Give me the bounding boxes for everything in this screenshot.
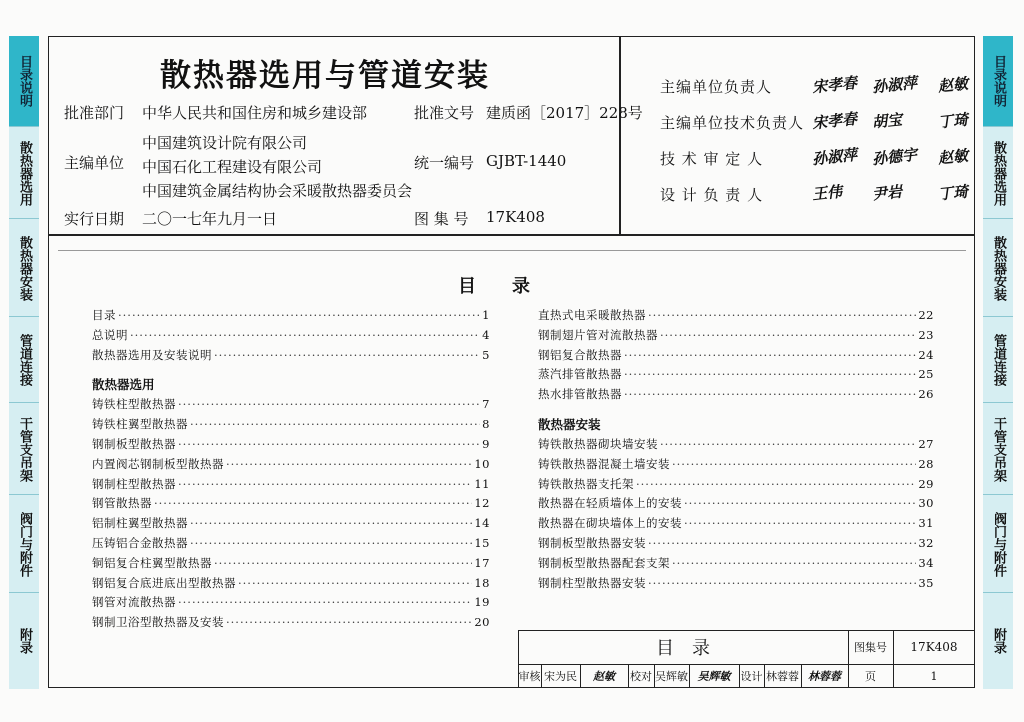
toc-leader-dots bbox=[154, 496, 472, 510]
toc-item-page: 34 bbox=[918, 555, 934, 570]
toc-item-name: 散热器在轻质墙体上的安装 bbox=[538, 496, 682, 511]
review-signature: 赵敏 bbox=[593, 670, 615, 683]
right-tab-6[interactable]: 附录 bbox=[983, 592, 1013, 689]
toc-heading-right-5: 散热器安装 bbox=[538, 417, 601, 432]
toc-item-name: 钢制卫浴型散热器及安装 bbox=[92, 615, 224, 630]
toc-leader-dots bbox=[648, 308, 916, 322]
toc-item[interactable] bbox=[538, 475, 934, 493]
designer: 林蓉蓉 bbox=[766, 670, 799, 683]
toc-item-name: 铸铁散热器混凝土墙安装 bbox=[538, 456, 670, 471]
toc-item-name: 散热器选用及安装说明 bbox=[92, 347, 212, 362]
toc-leader-dots bbox=[226, 615, 472, 629]
toc-item-name: 蒸汽排管散热器 bbox=[538, 367, 622, 382]
toc-item-name: 散热器在砌块墙体上的安装 bbox=[538, 516, 682, 531]
toc-leader-dots bbox=[660, 437, 916, 451]
toc-item-name: 铸铁柱翼型散热器 bbox=[92, 417, 188, 432]
toc-item-page: 5 bbox=[482, 347, 490, 362]
toc-item-page: 29 bbox=[918, 476, 934, 491]
toc-item-page: 26 bbox=[918, 387, 934, 402]
toc-leader-dots bbox=[672, 556, 916, 570]
signature-3-1: 尹岩 bbox=[871, 182, 903, 204]
left-tab-3[interactable]: 管道连接 bbox=[9, 316, 39, 403]
left-tab-0[interactable]: 目录说明 bbox=[9, 36, 39, 126]
toc-item-page: 4 bbox=[482, 327, 490, 342]
toc-item-page: 8 bbox=[482, 417, 490, 432]
responsibility-label-3: 设 计 负 责 人 bbox=[660, 186, 764, 204]
toc-item-name: 铜铝复合柱翼型散热器 bbox=[92, 555, 212, 570]
toc-item-page: 15 bbox=[474, 536, 490, 550]
atlas-no-label: 图 集 号 bbox=[414, 210, 469, 228]
toc-item[interactable] bbox=[92, 455, 490, 473]
unified-no-label: 统一编号 bbox=[414, 154, 475, 172]
toc-item-name: 钢铝复合底进底出型散热器 bbox=[92, 575, 236, 590]
left-tab-1[interactable]: 散热器选用 bbox=[9, 126, 39, 219]
signature-2-1: 孙德宇 bbox=[871, 145, 918, 169]
signature-3-0: 王伟 bbox=[811, 182, 843, 204]
toc-item-name: 钢制板型散热器 bbox=[92, 437, 176, 451]
toc-item[interactable] bbox=[92, 554, 490, 572]
toc-item[interactable] bbox=[92, 326, 490, 344]
editor-2: 中国石化工程建设有限公司 bbox=[142, 158, 323, 176]
toc-item-page: 20 bbox=[474, 615, 490, 630]
toc-item[interactable] bbox=[92, 306, 490, 324]
toc-item[interactable] bbox=[538, 574, 934, 592]
approve-doc: 建质函［2017］228号 bbox=[486, 104, 643, 122]
editor-3: 中国建筑金属结构协会采暖散热器委员会 bbox=[142, 182, 413, 200]
toc-leader-dots bbox=[672, 457, 916, 471]
toc-item[interactable] bbox=[538, 534, 934, 552]
toc-item-page: 12 bbox=[474, 496, 490, 511]
toc-leader-dots bbox=[238, 576, 472, 590]
title-block-name: 目 录 bbox=[656, 638, 710, 659]
header-divider bbox=[48, 234, 975, 236]
toc-item[interactable] bbox=[92, 593, 490, 611]
toc-item[interactable] bbox=[92, 415, 490, 433]
toc-item-name: 总说明 bbox=[92, 327, 128, 342]
toc-item[interactable] bbox=[538, 346, 934, 364]
editor-label: 主编单位 bbox=[64, 154, 125, 172]
title-block-atlas-no: 17K408 bbox=[910, 640, 958, 654]
signature-0-1: 孙淑萍 bbox=[871, 73, 918, 97]
toc-item[interactable] bbox=[538, 435, 934, 453]
review-label: 审核 bbox=[518, 670, 541, 683]
toc-item-page: 22 bbox=[918, 308, 934, 322]
check-label: 校对 bbox=[630, 670, 652, 683]
toc-item[interactable] bbox=[92, 574, 490, 592]
right-tab-3[interactable]: 管道连接 bbox=[983, 316, 1013, 403]
check-signature: 吴辉敏 bbox=[697, 670, 731, 683]
toc-leader-dots bbox=[190, 417, 480, 431]
title-block-page: 1 bbox=[930, 669, 938, 683]
toc-leader-dots bbox=[118, 308, 480, 322]
toc-item[interactable] bbox=[92, 395, 490, 413]
toc-item-page: 31 bbox=[918, 516, 934, 531]
toc-item[interactable] bbox=[92, 613, 490, 631]
toc-item[interactable] bbox=[538, 365, 934, 383]
signature-0-2: 赵敏 bbox=[937, 74, 969, 96]
toc-leader-dots bbox=[130, 328, 480, 342]
toc-item-page: 11 bbox=[474, 476, 490, 491]
signature-1-0: 宋孝春 bbox=[811, 109, 858, 133]
toc-item-page: 10 bbox=[474, 456, 490, 471]
toc-item-page: 32 bbox=[918, 536, 934, 550]
right-tab-4[interactable]: 干管支吊架 bbox=[983, 402, 1013, 495]
right-tab-2[interactable]: 散热器安装 bbox=[983, 218, 1013, 317]
toc-item-page: 25 bbox=[918, 367, 934, 382]
toc-item[interactable] bbox=[92, 346, 490, 364]
toc-item-name: 直热式电采暖散热器 bbox=[538, 308, 646, 322]
toc-item[interactable] bbox=[538, 326, 934, 344]
toc-leader-dots bbox=[624, 348, 916, 362]
toc-leader-dots bbox=[190, 536, 472, 550]
editor-1: 中国建筑设计院有限公司 bbox=[142, 134, 308, 152]
responsibility-label-2: 技 术 审 定 人 bbox=[660, 150, 764, 168]
toc-item[interactable] bbox=[92, 534, 490, 552]
signature-2-2: 赵敏 bbox=[937, 146, 969, 168]
toc-item-name: 铸铁柱型散热器 bbox=[92, 397, 176, 412]
toc-item[interactable] bbox=[92, 435, 490, 453]
toc-item-name: 钢制板型散热器配套支架 bbox=[538, 555, 670, 570]
toc-item-page: 35 bbox=[918, 575, 934, 590]
toc-leader-dots bbox=[636, 477, 916, 491]
toc-item-name: 热水排管散热器 bbox=[538, 387, 622, 402]
toc-title: 目 录 bbox=[458, 276, 530, 297]
toc-item-page: 14 bbox=[474, 516, 490, 531]
toc-leader-dots bbox=[214, 556, 472, 570]
approve-doc-label: 批准文号 bbox=[414, 104, 475, 122]
toc-item-page: 19 bbox=[474, 595, 490, 610]
toc-item-page: 9 bbox=[482, 437, 490, 451]
toc-item[interactable] bbox=[538, 514, 934, 532]
toc-item[interactable] bbox=[92, 475, 490, 493]
toc-item-name: 内置阀芯钢制板型散热器 bbox=[92, 456, 224, 471]
atlas-no: 17K408 bbox=[486, 208, 545, 226]
signature-0-0: 宋孝春 bbox=[811, 73, 858, 97]
right-tab-5[interactable]: 阀门与附件 bbox=[983, 494, 1013, 593]
header-vertical-divider bbox=[619, 36, 621, 234]
toc-item[interactable] bbox=[538, 554, 934, 572]
responsibility-label-1: 主编单位技术负责人 bbox=[660, 114, 805, 132]
toc-leader-dots bbox=[660, 328, 916, 342]
toc-item-page: 23 bbox=[918, 327, 934, 342]
toc-item-name: 钢制柱型散热器 bbox=[92, 476, 176, 491]
right-tab-1[interactable]: 散热器选用 bbox=[983, 126, 1013, 219]
toc-heading-left-3: 散热器选用 bbox=[92, 377, 155, 393]
toc-top-rule bbox=[58, 250, 966, 251]
toc-leader-dots bbox=[624, 367, 916, 381]
toc-item-page: 7 bbox=[482, 397, 490, 412]
approve-dept-label: 批准部门 bbox=[64, 104, 125, 122]
left-tab-2[interactable]: 散热器安装 bbox=[9, 218, 39, 317]
design-label: 设计 bbox=[740, 670, 763, 683]
toc-leader-dots bbox=[214, 348, 480, 362]
toc-item[interactable] bbox=[538, 455, 934, 473]
right-tab-0[interactable]: 目录说明 bbox=[983, 36, 1013, 126]
checker: 吴辉敏 bbox=[655, 670, 688, 683]
toc-item-page: 27 bbox=[918, 437, 934, 451]
toc-leader-dots bbox=[684, 496, 916, 510]
signature-3-2: 丁琦 bbox=[937, 182, 969, 204]
design-signature: 林蓉蓉 bbox=[808, 670, 841, 683]
toc-item-name: 铸铁散热器砌块墙安装 bbox=[538, 437, 658, 451]
toc-item[interactable] bbox=[92, 514, 490, 532]
unified-no: GJBT-1440 bbox=[486, 152, 567, 170]
toc-item-page: 17 bbox=[474, 555, 490, 570]
toc-item-page: 30 bbox=[918, 496, 934, 511]
effective-date: 二〇一七年九月一日 bbox=[142, 210, 278, 228]
reviewer: 宋为民 bbox=[544, 670, 577, 683]
toc-leader-dots bbox=[684, 516, 916, 530]
toc-leader-dots bbox=[178, 477, 472, 491]
toc-leader-dots bbox=[226, 457, 472, 471]
toc-item-name: 钢管对流散热器 bbox=[92, 595, 176, 610]
toc-item-name: 目录 bbox=[92, 308, 116, 322]
toc-leader-dots bbox=[648, 536, 916, 550]
toc-item-page: 18 bbox=[474, 575, 490, 590]
toc-leader-dots bbox=[178, 437, 480, 451]
date-label: 实行日期 bbox=[64, 210, 125, 228]
toc-item-page: 1 bbox=[482, 308, 490, 322]
toc-leader-dots bbox=[178, 397, 480, 411]
left-tab-4[interactable]: 干管支吊架 bbox=[9, 402, 39, 495]
toc-item-name: 钢制翅片管对流散热器 bbox=[538, 327, 658, 342]
toc-item-name: 铝制柱翼型散热器 bbox=[92, 516, 188, 531]
toc-item-name: 铸铁散热器支托架 bbox=[538, 476, 634, 491]
toc-item-name: 压铸铝合金散热器 bbox=[92, 536, 188, 550]
responsibility-label-0: 主编单位负责人 bbox=[660, 78, 773, 96]
toc-leader-dots bbox=[624, 387, 916, 401]
signature-1-1: 胡宝 bbox=[871, 110, 903, 132]
title-block-atlas-label: 图集号 bbox=[854, 641, 887, 654]
toc-leader-dots bbox=[178, 595, 472, 609]
toc-item-name: 钢制柱型散热器安装 bbox=[538, 575, 646, 590]
toc-item[interactable] bbox=[538, 306, 934, 324]
title-block-page-label: 页 bbox=[865, 670, 876, 683]
left-tab-5[interactable]: 阀门与附件 bbox=[9, 494, 39, 593]
toc-item[interactable] bbox=[92, 494, 490, 512]
signature-1-2: 丁琦 bbox=[937, 110, 969, 132]
approve-dept: 中华人民共和国住房和城乡建设部 bbox=[142, 104, 368, 122]
signature-2-0: 孙淑萍 bbox=[811, 145, 858, 169]
toc-item-page: 24 bbox=[918, 347, 934, 362]
left-tab-6[interactable]: 附录 bbox=[9, 592, 39, 689]
toc-item[interactable] bbox=[538, 494, 934, 512]
page-title: 散热器选用与管道安装 bbox=[160, 58, 490, 94]
toc-item-name: 钢管散热器 bbox=[92, 496, 152, 511]
toc-leader-dots bbox=[190, 516, 472, 530]
toc-item-page: 28 bbox=[918, 456, 934, 471]
toc-item-name: 钢铝复合散热器 bbox=[538, 347, 622, 362]
toc-item[interactable] bbox=[538, 385, 934, 403]
toc-leader-dots bbox=[648, 576, 916, 590]
toc-item-name: 钢制板型散热器安装 bbox=[538, 536, 646, 550]
